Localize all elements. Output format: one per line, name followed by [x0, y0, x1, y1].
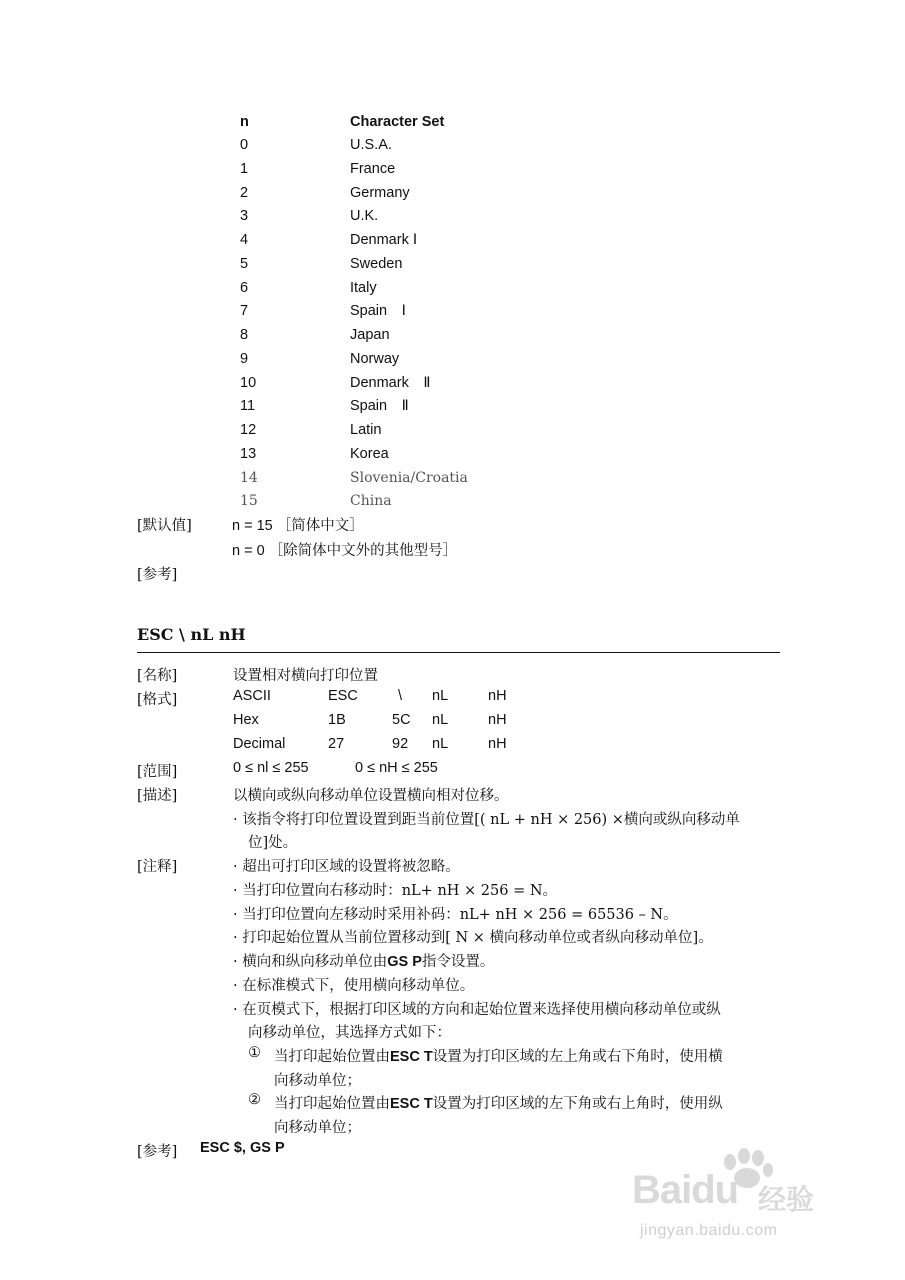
format-cell: nH [488, 688, 507, 704]
table-row [240, 299, 540, 323]
note-item-cont: 向移动单位，其选择方式如下： [248, 1025, 451, 1041]
charset-n: 15 [240, 493, 258, 509]
charset-n: 10 [240, 375, 257, 391]
format-cell: 5C [392, 712, 411, 728]
charset-name: Norway [350, 351, 400, 367]
format-cell: \ [398, 688, 403, 704]
table-row [240, 418, 540, 442]
format-cell: ASCII [233, 688, 271, 704]
baidu-jingyan-watermark [632, 1148, 847, 1248]
note-item: · 在标准模式下，使用横向移动单位。 [233, 978, 475, 994]
format-cell: 92 [392, 736, 409, 752]
table-row [240, 394, 540, 418]
charset-n: 14 [240, 470, 258, 486]
sub-item-marker: ① [248, 1045, 261, 1061]
description-main: 以横向或纵向移动单位设置横向相对位移。 [233, 788, 509, 804]
range-label: [范围] [137, 764, 178, 780]
range-nl: 0 ≤ nl ≤ 255 [233, 760, 309, 776]
charset-name: Italy [350, 280, 377, 296]
description-bullet-cont: 位]处。 [248, 835, 298, 851]
format-cell: 27 [328, 736, 345, 752]
charset-name: France [350, 161, 396, 177]
charset-name: Denmark Ⅰ [350, 232, 418, 248]
sub-item [274, 1045, 723, 1066]
defaults-label: [默认值] [137, 518, 192, 534]
charset-header-n: n [240, 114, 249, 130]
charset-name: Japan [350, 327, 390, 343]
table-row [240, 181, 540, 205]
charset-n: 1 [240, 161, 249, 177]
command-ref: GS P [387, 954, 422, 970]
format-cell: nL [432, 688, 449, 704]
format-row [233, 712, 533, 732]
name-value: 设置相对横向打印位置 [233, 668, 378, 684]
format-row [233, 736, 533, 756]
description-bullet: · 该指令将打印位置设置到距当前位置[( nL + nH × 256) ×横向或纵向移动单 [233, 812, 740, 828]
charset-n: 7 [240, 303, 249, 319]
watermark-brand: Baidu [632, 1168, 739, 1212]
note-item: · 在页模式下，根据打印区域的方向和起始位置来选择使用横向移动单位或纵 [233, 1002, 721, 1018]
charset-n: 4 [240, 232, 249, 248]
charset-name: Spain Ⅱ [350, 398, 409, 414]
format-cell: nL [432, 712, 449, 728]
table-row [240, 204, 540, 228]
defaults-line-1: n = 15 ［简体中文］ [232, 518, 364, 534]
table-row [240, 466, 540, 490]
note-item: · 当打印位置向右移动时：nL+ nH × 256 = N。 [233, 883, 558, 899]
charset-n: 6 [240, 280, 249, 296]
format-cell: ESC [328, 688, 358, 704]
charset-name: U.S.A. [350, 137, 392, 153]
command-ref: ESC T [390, 1096, 433, 1112]
table-row [240, 489, 540, 513]
sub-item-cont: 向移动单位； [274, 1120, 361, 1136]
format-cell: Hex [233, 712, 259, 728]
charset-name: Spain Ⅰ [350, 303, 406, 319]
format-cell: 1B [328, 712, 346, 728]
table-row [240, 276, 540, 300]
charset-n: 5 [240, 256, 249, 272]
charset-name: Korea [350, 446, 389, 462]
charset-table-header [240, 110, 540, 134]
format-cell: Decimal [233, 736, 286, 752]
sub-text: 设置为打印区域的左下角或右上角时，使用纵 [432, 1096, 723, 1112]
charset-n: 2 [240, 185, 249, 201]
description-label: [描述] [137, 788, 178, 804]
format-cell: nH [488, 736, 507, 752]
charset-name: China [350, 493, 392, 509]
watermark-url: jingyan.baidu.com [640, 1222, 778, 1239]
name-label: [名称] [137, 668, 178, 684]
reference-label-2: [参考] [137, 1144, 178, 1160]
charset-n: 12 [240, 422, 257, 438]
table-row [240, 347, 540, 371]
format-cell: nH [488, 712, 507, 728]
note-item: · 当打印位置向左移动时采用补码：nL+ nH × 256 = 65536 – N。 [233, 907, 678, 923]
command-ref: ESC T [390, 1049, 433, 1065]
charset-n: 13 [240, 446, 257, 462]
sub-text: 当打印起始位置由 [274, 1096, 390, 1112]
sub-text: 设置为打印区域的左上角或右下角时，使用横 [432, 1049, 723, 1065]
table-row [240, 371, 540, 395]
charset-n: 9 [240, 351, 249, 367]
note-item [233, 950, 494, 971]
table-row [240, 442, 540, 466]
section-divider [137, 652, 780, 653]
sub-item-cont: 向移动单位； [274, 1073, 361, 1089]
note-item: · 超出可打印区域的设置将被忽略。 [233, 859, 460, 875]
sub-item-marker: ② [248, 1092, 261, 1108]
table-row [240, 252, 540, 276]
range-nh: 0 ≤ nH ≤ 255 [355, 760, 438, 776]
charset-name: U.K. [350, 208, 379, 224]
reference-label: [参考] [137, 567, 178, 583]
reference-value: ESC $, GS P [200, 1140, 285, 1156]
charset-name: Latin [350, 422, 382, 438]
charset-n: 0 [240, 137, 249, 153]
charset-n: 8 [240, 327, 249, 343]
table-row [240, 323, 540, 347]
charset-n: 3 [240, 208, 249, 224]
table-row [240, 157, 540, 181]
note-text: · 横向和纵向移动单位由 [233, 954, 388, 970]
charset-n: 11 [240, 398, 256, 414]
charset-name: Slovenia/Croatia [350, 470, 468, 486]
defaults-line-2: n = 0 ［除简体中文外的其他型号］ [232, 543, 458, 559]
note-text: 指令设置。 [421, 954, 495, 970]
charset-name: Sweden [350, 256, 403, 272]
format-label: [格式] [137, 692, 178, 708]
section-title: ESC \ nL nH [137, 625, 246, 644]
table-row [240, 133, 540, 157]
notes-label: [注释] [137, 859, 178, 875]
charset-name: Denmark Ⅱ [350, 375, 431, 391]
format-row [233, 688, 533, 708]
charset-header-name: Character Set [350, 114, 445, 130]
sub-item [274, 1092, 723, 1113]
note-item: · 打印起始位置从当前位置移动到[ N × 横向移动单位或者纵向移动单位]。 [233, 930, 713, 946]
format-cell: nL [432, 736, 449, 752]
table-row [240, 228, 540, 252]
watermark-cn: 经验 [758, 1183, 815, 1216]
sub-text: 当打印起始位置由 [274, 1049, 390, 1065]
charset-name: Germany [350, 185, 410, 201]
